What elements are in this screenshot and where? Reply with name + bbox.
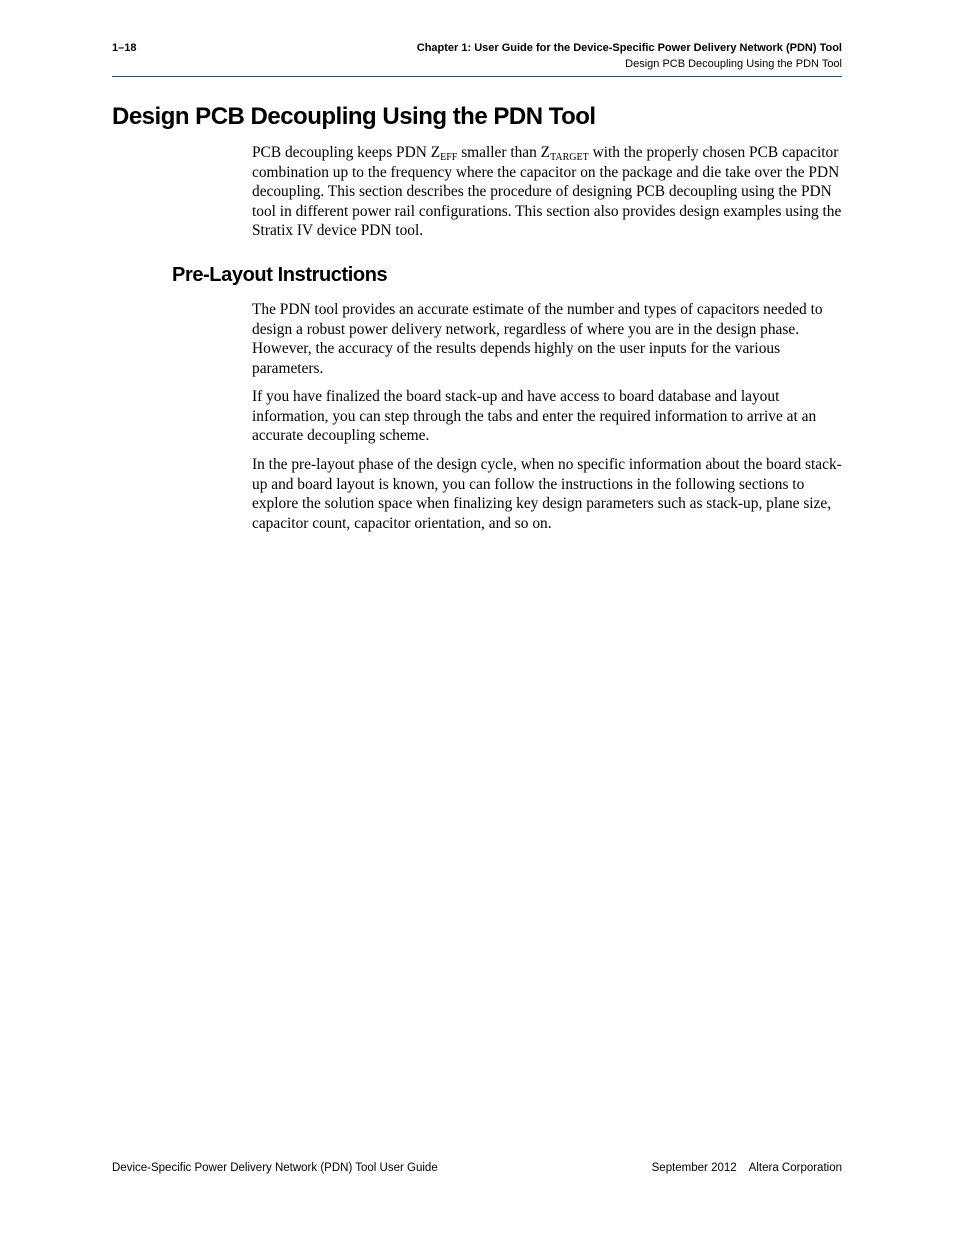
subscript-target: TARGET xyxy=(550,152,589,163)
footer-right xyxy=(652,1162,842,1174)
page-number: 1–18 xyxy=(112,42,137,54)
running-header-chapter: Chapter 1: User Guide for the Device-Specific Power Delivery Network (PDN) Tool xyxy=(416,42,842,54)
intro-text-mid: smaller than Z xyxy=(457,144,551,161)
subscript-eff: EFF xyxy=(440,152,458,163)
body-paragraph: In the pre-layout phase of the design cycle, when no specific information about the board stack-up and board layout is known, you can follow the instructions in the following sections to explore the solution space when finalizing key design parameters such as stack-up, plane size, capacitor count, capacitor orientation, and so on. xyxy=(252,456,842,532)
intro-paragraph xyxy=(252,143,844,241)
body-paragraph: If you have finalized the board stack-up and have access to board database and layout information, you can step through the tabs and enter the required information to arrive at an accurate decoupling scheme. xyxy=(252,388,817,445)
section-title: Design PCB Decoupling Using the PDN Tool xyxy=(112,103,596,130)
subsection-title: Pre-Layout Instructions xyxy=(172,264,388,286)
footer-company: Altera Corporation xyxy=(748,1162,842,1174)
footer-date: September 2012 xyxy=(651,1162,737,1174)
body-paragraph: The PDN tool provides an accurate estimate of the number and types of capacitors needed to design a robust power delivery network, regardless of where you are in the design phase. However, the accuracy of the results depends highly on the user inputs for the various parameters. xyxy=(252,301,823,377)
footer-guide-title: Device-Specific Power Delivery Network (PDN) Tool User Guide xyxy=(112,1162,438,1174)
header-rule xyxy=(112,76,842,77)
intro-text-pre: PCB decoupling keeps PDN Z xyxy=(252,144,441,161)
running-header-section: Design PCB Decoupling Using the PDN Tool xyxy=(625,58,842,70)
intro-text-post: with the properly chosen PCB capacitor combination up to the frequency where the capacitor on the package and die take over the PDN decoupling. This section describes the procedure of designing PCB decoupling using the PDN tool in different power rail configurations. This section also provides design examples using the Stratix IV device PDN tool. xyxy=(252,144,842,240)
